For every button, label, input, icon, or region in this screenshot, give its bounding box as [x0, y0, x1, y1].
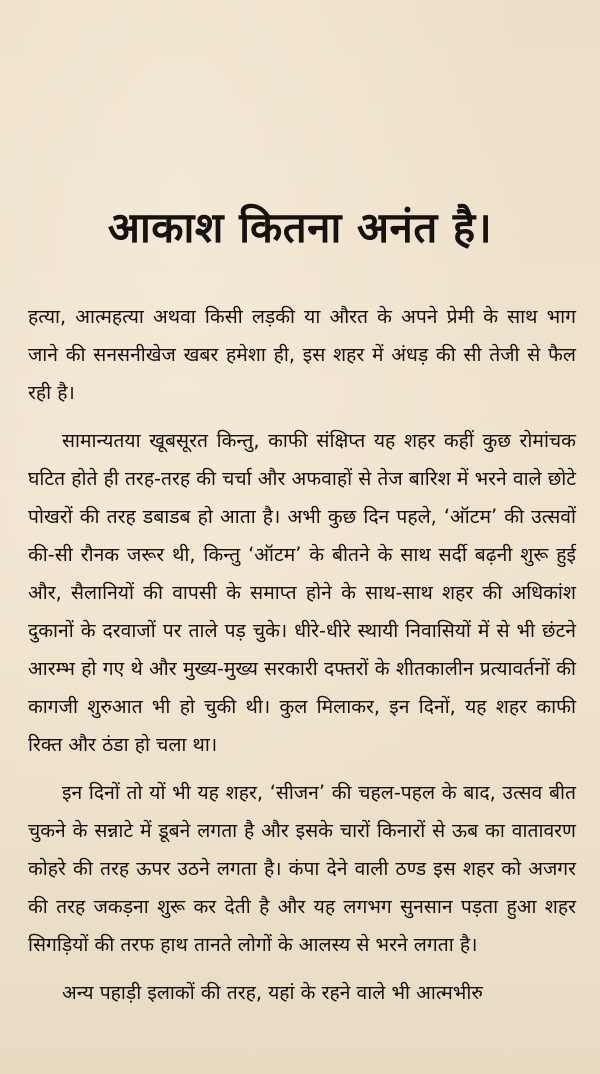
chapter-body [28, 298, 576, 1012]
paragraph-2: सामान्यतया खूबसूरत किन्तु, काफी संक्षिप्त यह शहर कहीं कुछ रोमांचक घटित होते ही तरह-तरह की चर्चा और अफवाहों से तेज बारिश में भरने वाले छोटे पोखरों की तरह डबाडब हो आता है। अभी कुछ दिन पहले, ‘ऑटम’ की उत्सवों की-सी रौनक जरूर थी, किन्तु ‘ऑटम’ के बीतने के साथ सर्दी बढ़नी शुरू हुई और, सैलानियों की वापसी के समाप्त होने के साथ-साथ शहर की अधिकांश दुकानों के दरवाजों पर ताले पड़ चुके। धीरे-धीरे स्थायी निवासियों में से भी छंटने आरम्भ हो गए थे और मुख्य-मुख्य सरकारी दफ्तरों के शीतकालीन प्रत्यावर्तनों की कागजी शुरुआत भी हो चुकी थी। कुल मिलाकर, इन दिनों, यह शहर काफी रिक्त और ठंडा हो चला था। [28, 429, 576, 756]
chapter-title: आकाश कितना अनंत है। [107, 203, 493, 252]
paragraph-1: हत्या, आत्महत्या अथवा किसी लड़की या औरत के अपने प्रेमी के साथ भाग जाने की सनसनीखेज खबर हमेशा ही, इस शहर में अंधड़ की सी तेजी से फैल रही है। [28, 305, 576, 404]
paragraph-4: अन्य पहाड़ी इलाकों की तरह, यहां के रहने वाले भी आत्मभीरु [62, 981, 483, 1004]
page-edge-shadow [0, 1040, 600, 1074]
paragraph-3: इन दिनों तो यों भी यह शहर, ‘सीजन’ की चहल-पहल के बाद, उत्सव बीत चुकने के सन्नाटे में डूबने लगता है और इसके चारों किनारों से ऊब का वातावरण कोहरे की तरह ऊपर उठने लगता है। कंपा देने वाली ठण्ड इस शहर को अजगर की तरह जकड़ना शुरू कर देती है और यह लगभग सुनसान पड़ता हुआ शहर सिगड़ियों की तरफ हाथ तानते लोगों के आलस्य से भरने लगता है। [28, 781, 576, 956]
